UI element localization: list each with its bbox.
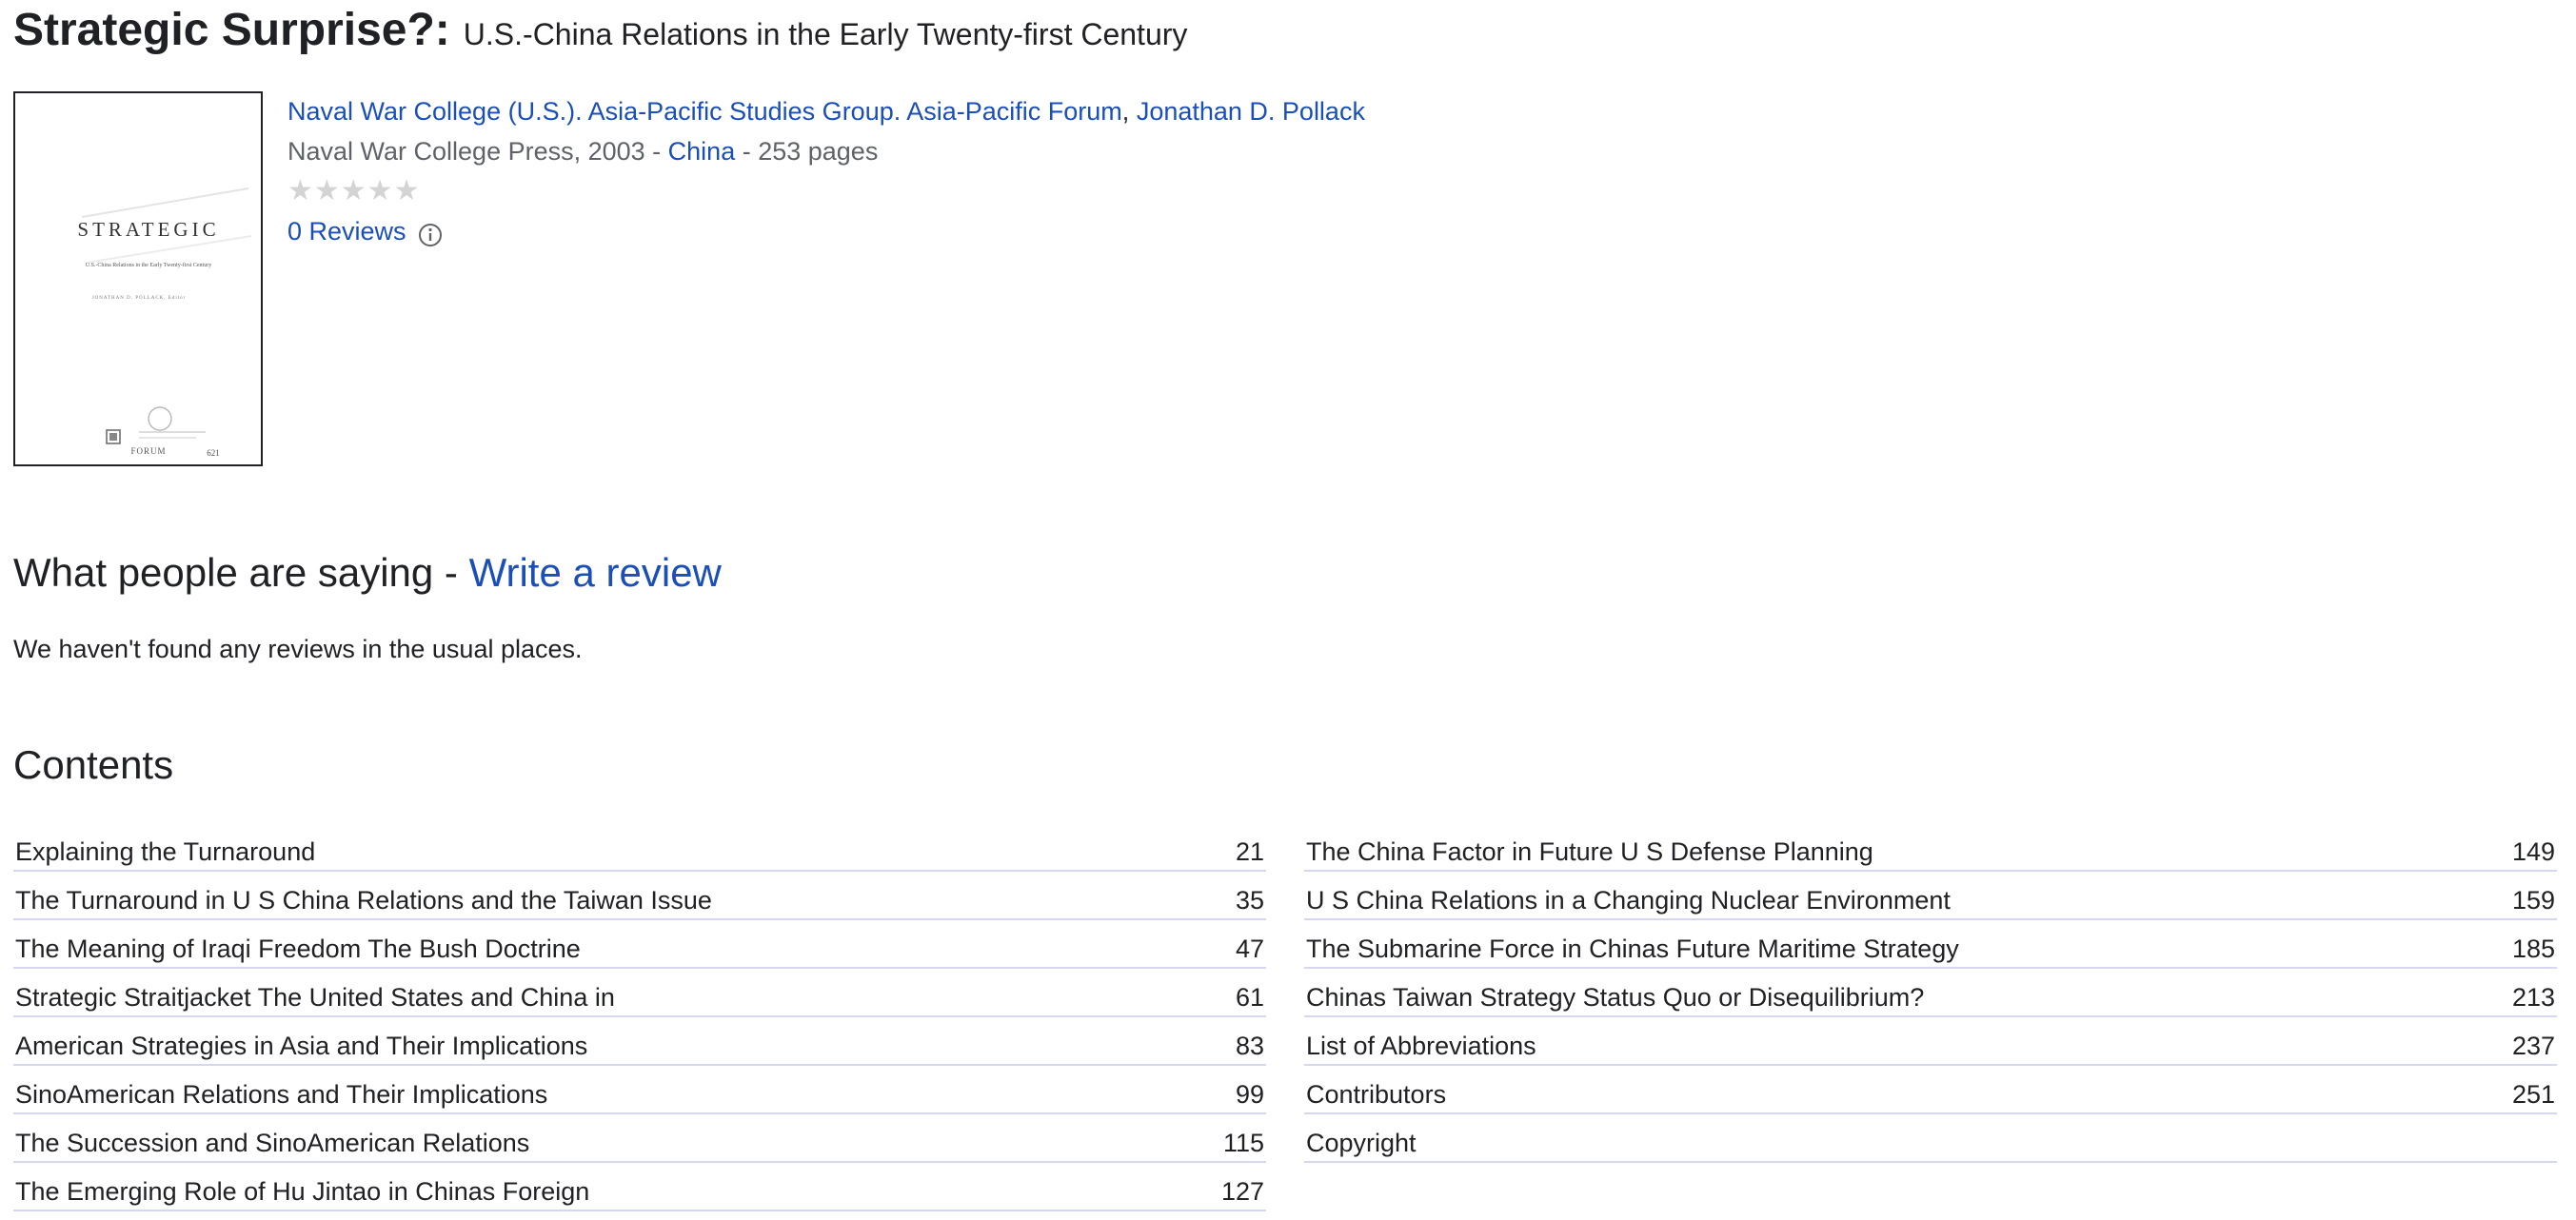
write-review-link[interactable]: Write a review bbox=[468, 550, 722, 595]
toc-page-number: 185 bbox=[2511, 935, 2555, 963]
toc-page-number: 149 bbox=[2511, 837, 2555, 866]
toc-row[interactable] bbox=[13, 823, 1266, 872]
toc-chapter-title[interactable]: List of Abbreviations bbox=[1306, 1032, 1536, 1060]
toc-page-number: 237 bbox=[2511, 1032, 2555, 1060]
toc-chapter-title[interactable]: U S China Relations in a Changing Nuclear Environment bbox=[1306, 886, 1951, 915]
toc-row[interactable] bbox=[13, 969, 1266, 1017]
toc-page-number: 83 bbox=[1235, 1032, 1264, 1060]
toc-chapter-title[interactable]: Copyright bbox=[1306, 1129, 1417, 1157]
toc-page-number: 35 bbox=[1235, 886, 1264, 915]
author-link-2[interactable]: Jonathan D. Pollack bbox=[1136, 97, 1365, 126]
cover-title-text: STRATEGIC bbox=[77, 218, 220, 241]
toc-chapter-title[interactable]: The Turnaround in U S China Relations and the Taiwan Issue bbox=[15, 886, 712, 915]
toc-row[interactable] bbox=[1304, 823, 2557, 872]
cover-footer-text: FORUM bbox=[130, 446, 167, 456]
cover-subtitle-text: U.S.-China Relations in the Early Twenty-first Century bbox=[85, 263, 212, 268]
toc-chapter-title[interactable]: Chinas Taiwan Strategy Status Quo or Disequilibrium? bbox=[1306, 983, 1925, 1012]
toc-page-number: 127 bbox=[1220, 1177, 1264, 1206]
publication-line bbox=[287, 131, 1365, 171]
toc-chapter-title[interactable]: The Meaning of Iraqi Freedom The Bush Doctrine bbox=[15, 935, 581, 963]
toc-page-number: 47 bbox=[1235, 935, 1264, 963]
toc-chapter-title[interactable]: The Emerging Role of Hu Jintao in Chinas Foreign bbox=[15, 1177, 590, 1206]
author-separator: , bbox=[1121, 97, 1137, 126]
page-count: - 253 pages bbox=[735, 137, 879, 166]
toc-chapter-title[interactable]: The Succession and SinoAmerican Relations bbox=[15, 1129, 530, 1157]
toc-chapter-title[interactable]: The Submarine Force in Chinas Future Maritime Strategy bbox=[1306, 935, 1959, 963]
book-cover[interactable] bbox=[13, 91, 263, 466]
reviews-link[interactable]: 0 Reviews bbox=[287, 217, 406, 246]
toc-page-number: 99 bbox=[1235, 1080, 1264, 1109]
toc-chapter-title[interactable]: Explaining the Turnaround bbox=[15, 837, 316, 866]
toc-row[interactable] bbox=[13, 920, 1266, 969]
toc-row[interactable] bbox=[13, 1066, 1266, 1114]
toc-page-number: 115 bbox=[1222, 1129, 1264, 1157]
toc-page-number: 21 bbox=[1235, 837, 1264, 866]
toc-chapter-title[interactable]: American Strategies in Asia and Their Implications bbox=[15, 1032, 588, 1060]
reviews-heading bbox=[13, 546, 722, 600]
toc-row[interactable] bbox=[1304, 1017, 2557, 1066]
toc-page-number: 251 bbox=[2511, 1080, 2555, 1109]
toc-row[interactable] bbox=[13, 1114, 1266, 1163]
authors-line bbox=[287, 91, 1365, 131]
contents-heading: Contents bbox=[13, 742, 174, 787]
info-icon[interactable] bbox=[418, 219, 443, 244]
contents-column-right bbox=[1304, 823, 2557, 1163]
no-reviews-message: We haven't found any reviews in the usual places. bbox=[13, 635, 583, 663]
rating-stars: ★★★★★ bbox=[287, 175, 421, 207]
toc-row[interactable] bbox=[1304, 1114, 2557, 1163]
toc-page-number: 61 bbox=[1235, 983, 1264, 1012]
toc-row[interactable] bbox=[13, 872, 1266, 920]
toc-chapter-title[interactable]: The China Factor in Future U S Defense Planning bbox=[1306, 837, 1873, 866]
toc-row[interactable] bbox=[1304, 1066, 2557, 1114]
contents-column-left bbox=[13, 823, 1266, 1211]
book-cover-art bbox=[15, 93, 261, 464]
toc-chapter-title[interactable]: Strategic Straitjacket The United States and China in bbox=[15, 983, 615, 1012]
publisher-year: Naval War College Press, 2003 - bbox=[287, 137, 668, 166]
toc-page-number: 213 bbox=[2511, 983, 2555, 1012]
toc-page-number: 159 bbox=[2511, 886, 2555, 915]
toc-chapter-title[interactable]: Contributors bbox=[1306, 1080, 1447, 1109]
cover-editor-text: JONATHAN D. POLLACK, Editor bbox=[91, 296, 187, 301]
book-metadata bbox=[287, 91, 1365, 251]
book-title-bar bbox=[13, 0, 1187, 61]
reviews-row bbox=[287, 211, 1365, 251]
toc-row[interactable] bbox=[13, 1017, 1266, 1066]
toc-row[interactable] bbox=[1304, 872, 2557, 920]
subject-link[interactable]: China bbox=[667, 137, 736, 166]
toc-row[interactable] bbox=[1304, 920, 2557, 969]
toc-row[interactable] bbox=[1304, 969, 2557, 1017]
toc-row[interactable] bbox=[13, 1163, 1266, 1211]
book-title: Strategic Surprise?: bbox=[13, 5, 450, 55]
book-subtitle: U.S.-China Relations in the Early Twenty-first Century bbox=[463, 17, 1188, 51]
cover-footer-number: 621 bbox=[207, 448, 220, 458]
toc-chapter-title[interactable]: SinoAmerican Relations and Their Implications bbox=[15, 1080, 548, 1109]
reviews-heading-text: What people are saying - bbox=[13, 550, 469, 595]
author-link-1[interactable]: Naval War College (U.S.). Asia-Pacific Studies Group. Asia-Pacific Forum bbox=[287, 97, 1122, 126]
